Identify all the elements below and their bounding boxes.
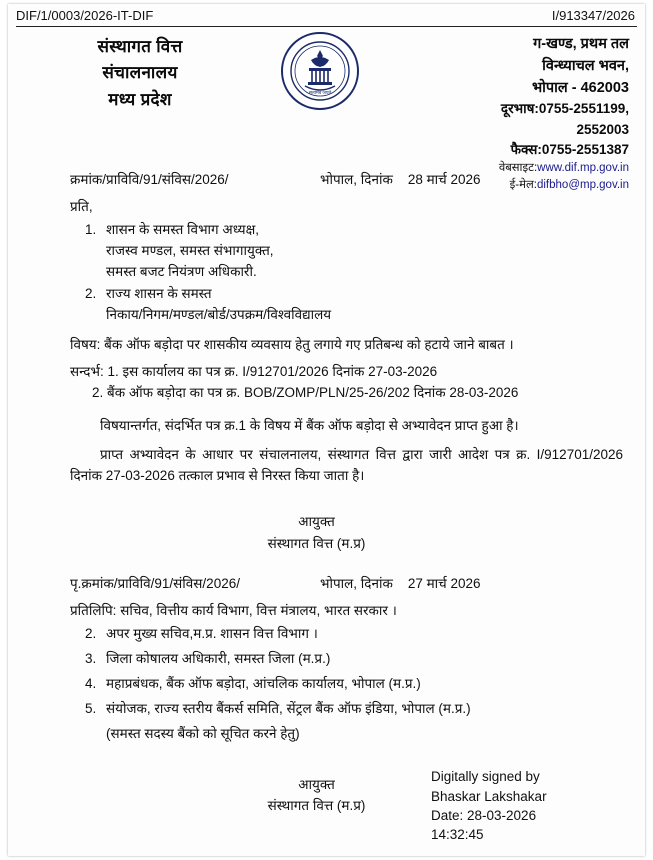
paragraph-1: विषयान्तर्गत, संदर्भित पत्र क्र.1 के विषय में बैंक ऑफ बड़ोदा से अभ्यावेदन प्राप्त हुआ है। xyxy=(100,418,519,434)
org-line-1: संस्थागत वित्त xyxy=(97,37,183,56)
copy-date: 27 मार्च 2026 xyxy=(407,576,481,592)
to-label: प्रति, xyxy=(70,198,93,214)
reference-line-1 xyxy=(70,362,623,383)
org-line-3: मध्य प्रदेश xyxy=(108,89,172,109)
letter-place-date xyxy=(320,170,550,191)
address-line-2: विन्ध्याचल भवन, xyxy=(542,57,629,74)
recipient-1-line-2: राजस्व मण्डल, समस्त संभागायुक्त, xyxy=(106,242,274,258)
signature-block-1 xyxy=(70,511,623,554)
recipient-1-line-3: समस्त बजट नियंत्रण अधिकारी. xyxy=(106,263,257,279)
fax-line: फैक्स:0755-2551387 xyxy=(510,141,629,157)
place-date-label: भोपाल, दिनांक xyxy=(320,172,393,187)
list-item xyxy=(100,220,623,283)
header-divider xyxy=(16,26,637,27)
digital-signature-block xyxy=(431,767,621,844)
copy-place-date-label: भोपाल, दिनांक xyxy=(320,576,393,592)
letter-sheet xyxy=(8,4,645,856)
contact-block xyxy=(380,30,633,193)
svg-text:सत्यमेव जयते: सत्यमेव जयते xyxy=(308,90,332,95)
signature-1-designation: आयुक्त xyxy=(298,513,335,529)
document-reference-bar xyxy=(8,4,645,23)
letter-date: 28 मार्च 2026 xyxy=(407,172,481,187)
copy-place-date xyxy=(320,574,481,595)
list-item: 2. अपर मुख्य सचिव,म.प्र. शासन वित्त विभाग । xyxy=(100,624,623,645)
recipient-list xyxy=(70,220,623,326)
reference-item-2: 2. बैंक ऑफ बड़ोदा का पत्र क्र. BOB/ZOMP/PLN/25-26/202 दिनांक 28-03-2026 xyxy=(92,385,519,401)
doc-ref-right: I/913347/2026 xyxy=(551,8,635,23)
address-line-3: भोपाल - 462003 xyxy=(531,79,629,96)
copy-to-line xyxy=(70,601,623,622)
subject-line xyxy=(70,335,623,356)
signature-1-office: संस्थागत वित्त (म.प्र) xyxy=(267,535,366,551)
org-line-2: संचालनालय xyxy=(102,63,178,83)
organization-name xyxy=(20,30,260,113)
list-item: 3. जिला कोषालय अधिकारी, समस्त जिला (म.प्र.) xyxy=(100,649,623,670)
subject-text: बैंक ऑफ बड़ोदा पर शासकीय व्यवसाय हेतु लगाये गए प्रतिबन्ध को हटाये जाने बाबत । xyxy=(104,337,514,353)
doc-ref-left: DIF/1/0003/2026-IT-DIF xyxy=(16,8,154,23)
emblem-container xyxy=(260,30,380,110)
digital-signature-line-1: Digitally signed by xyxy=(431,769,540,785)
signature-2-office: संस्थागत वित्त (म.प्र) xyxy=(267,797,366,813)
list-item: 5. संयोजक, राज्य स्तरीय बैंकर्स समिति, सेंट्रल बैंक ऑफ इंडिया, भोपाल (म.प्र.) xyxy=(100,699,623,720)
reference-line-2 xyxy=(92,383,623,404)
recipient-1-line-1: 1. शासन के समस्त विभाग अध्यक्ष, xyxy=(106,221,260,237)
phone-line-2: 2552003 xyxy=(576,121,629,137)
copy-number-row xyxy=(70,574,623,595)
digital-signature-date: Date: 28-03-2026 xyxy=(431,807,537,823)
recipient-2-line-1: 2. राज्य शासन के समस्त xyxy=(106,285,212,301)
state-emblem-icon xyxy=(281,32,359,110)
copy-item-1: सचिव, वित्तीय कार्य विभाग, वित्त मंत्रालय, भारत सरकार । xyxy=(120,603,397,619)
phone-line-1: दूरभाष:0755-2551199, xyxy=(500,101,629,117)
subject-label: विषय: xyxy=(70,337,101,353)
paragraph-2: प्राप्त अभ्यावेदन के आधार पर संचालनालय, संस्थागत वित्त द्वारा जारी आदेश पत्र क्र. I/912701/2026 दिनांक 27-03-2026 तत्काल प्रभाव से निरस्त किया जाता है। xyxy=(70,447,623,484)
digital-signature-signer: Bhaskar Lakshakar xyxy=(431,788,547,804)
reference-label: सन्दर्भ: xyxy=(70,364,104,380)
website-value: www.dif.mp.gov.in xyxy=(537,162,629,174)
copy-recipient-list xyxy=(70,624,623,720)
address-line-1: ग-खण्ड, प्रथम तल xyxy=(533,36,629,52)
recipient-2-line-2: निकाय/निगम/मण्डल/बोर्ड/उपक्रम/विश्वविद्यालय xyxy=(106,306,332,322)
signature-2-designation: आयुक्त xyxy=(298,776,335,792)
list-item: 4. महाप्रबंधक, बैंक ऑफ बड़ोदा, आंचलिक कार्यालय, भोपाल (म.प्र.) xyxy=(100,674,623,695)
letter-body xyxy=(8,170,645,816)
reference-item-1: 1. इस कार्यालय का पत्र क्र. I/912701/2026 दिनांक 27-03-2026 xyxy=(107,364,438,380)
email-label: ई-मेल: xyxy=(509,178,537,191)
letter-number: क्रमांक/प्राविवि/91/संविस/2026/ xyxy=(70,172,229,187)
copy-letter-number: पृ.क्रमांक/प्राविवि/91/संविस/2026/ xyxy=(70,576,240,592)
letterhead xyxy=(8,30,645,193)
letter-number-row xyxy=(70,170,623,191)
copy-to-label: प्रतिलिपि: xyxy=(70,603,117,619)
list-item xyxy=(100,284,623,326)
email-value: difbho@mp.gov.in xyxy=(536,178,629,191)
digital-signature-time: 14:32:45 xyxy=(431,826,484,842)
website-label: वेबसाइट: xyxy=(498,162,538,174)
copy-note: (समस्त सदस्य बैंको को सूचित करने हेतु) xyxy=(106,725,300,741)
